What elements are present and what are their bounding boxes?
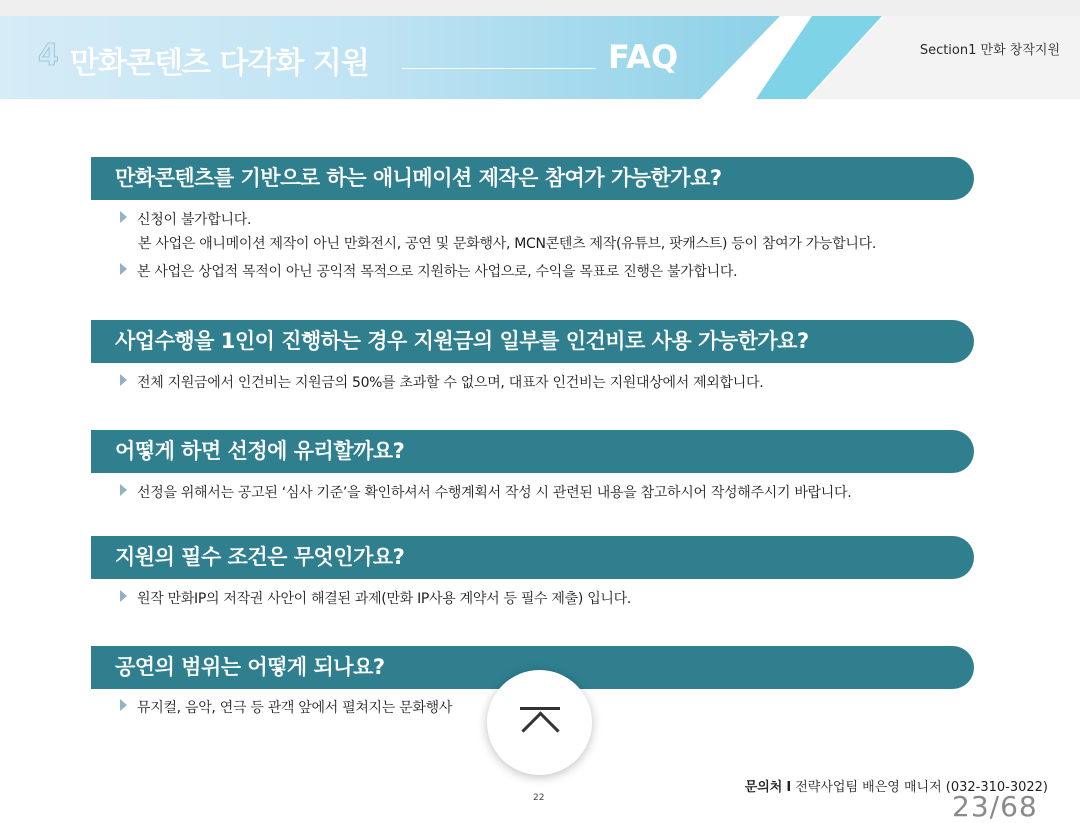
chevron-up-icon	[521, 711, 559, 749]
faq-answer-2	[120, 372, 763, 392]
header-divider-line	[402, 68, 596, 69]
page-indicator: 23/68	[952, 790, 1038, 823]
answer-text: 원작 만화IP의 저작권 사안이 해결된 과제(만화 IP사용 계약서 등 필수 제출) 입니다.	[137, 591, 632, 607]
faq-question-4: 지원의 필수 조건은 무엇인가요?	[91, 536, 974, 579]
faq-answer-1b	[120, 261, 737, 281]
bullet-triangle-icon	[120, 484, 127, 496]
chapter-number: 4	[38, 38, 59, 73]
faq-question-3: 어떻게 하면 선정에 유리할까요?	[91, 430, 974, 473]
bullet-triangle-icon	[120, 211, 127, 223]
faq-answer-5	[120, 697, 452, 717]
bullet-triangle-icon	[120, 263, 127, 275]
answer-text: 선정을 위해서는 공고된 ‘심사 기준’을 확인하셔서 수행계획서 작성 시 관련된 내용을 참고하시어 작성해주시기 바랍니다.	[137, 485, 852, 501]
scroll-to-top-button[interactable]	[487, 670, 592, 775]
answer-text: 전체 지원금에서 인건비는 지원금의 50%를 초과할 수 없으며, 대표자 인건비는 지원대상에서 제외합니다.	[137, 375, 764, 391]
faq-question-1: 만화콘텐츠를 기반으로 하는 애니메이션 제작은 참여가 가능한가요?	[91, 157, 974, 200]
bullet-triangle-icon	[120, 590, 127, 602]
contact-label: 문의처	[744, 780, 783, 795]
faq-question-5: 공연의 범위는 어떻게 되나요?	[91, 646, 974, 689]
contact-separator: I	[786, 780, 792, 795]
chapter-title: 만화콘텐츠 다각화 지원	[70, 46, 369, 81]
page-header	[0, 16, 1080, 99]
answer-text: 신청이 불가합니다.	[137, 212, 252, 228]
faq-heading: FAQ	[608, 38, 679, 76]
bullet-triangle-icon	[120, 699, 127, 711]
answer-text: 뮤지컬, 음악, 연극 등 관객 앞에서 펼쳐지는 문화행사	[137, 700, 453, 716]
faq-answer-4	[120, 588, 631, 608]
faq-answer-1a	[120, 209, 876, 253]
page-number: 22	[533, 793, 545, 803]
faq-answer-3	[120, 482, 851, 502]
contact-text: 전략사업팀 배은영 매니저 (032-310-3022)	[795, 780, 1048, 795]
answer-text: 본 사업은 애니메이션 제작이 아닌 만화전시, 공연 및 문화행사, MCN콘텐츠 제작(유튜브, 팟캐스트) 등이 참여가 가능합니다.	[138, 236, 876, 252]
section-label: Section1 만화 창작지원	[919, 43, 1060, 58]
answer-text: 본 사업은 상업적 목적이 아닌 공익적 목적으로 지원하는 사업으로, 수익을 목표로 진행은 불가합니다.	[137, 264, 738, 280]
top-strip	[0, 0, 1080, 16]
bullet-triangle-icon	[120, 374, 127, 386]
faq-question-2: 사업수행을 1인이 진행하는 경우 지원금의 일부를 인건비로 사용 가능한가요?	[91, 320, 974, 363]
scroll-top-bar-icon	[520, 707, 560, 710]
